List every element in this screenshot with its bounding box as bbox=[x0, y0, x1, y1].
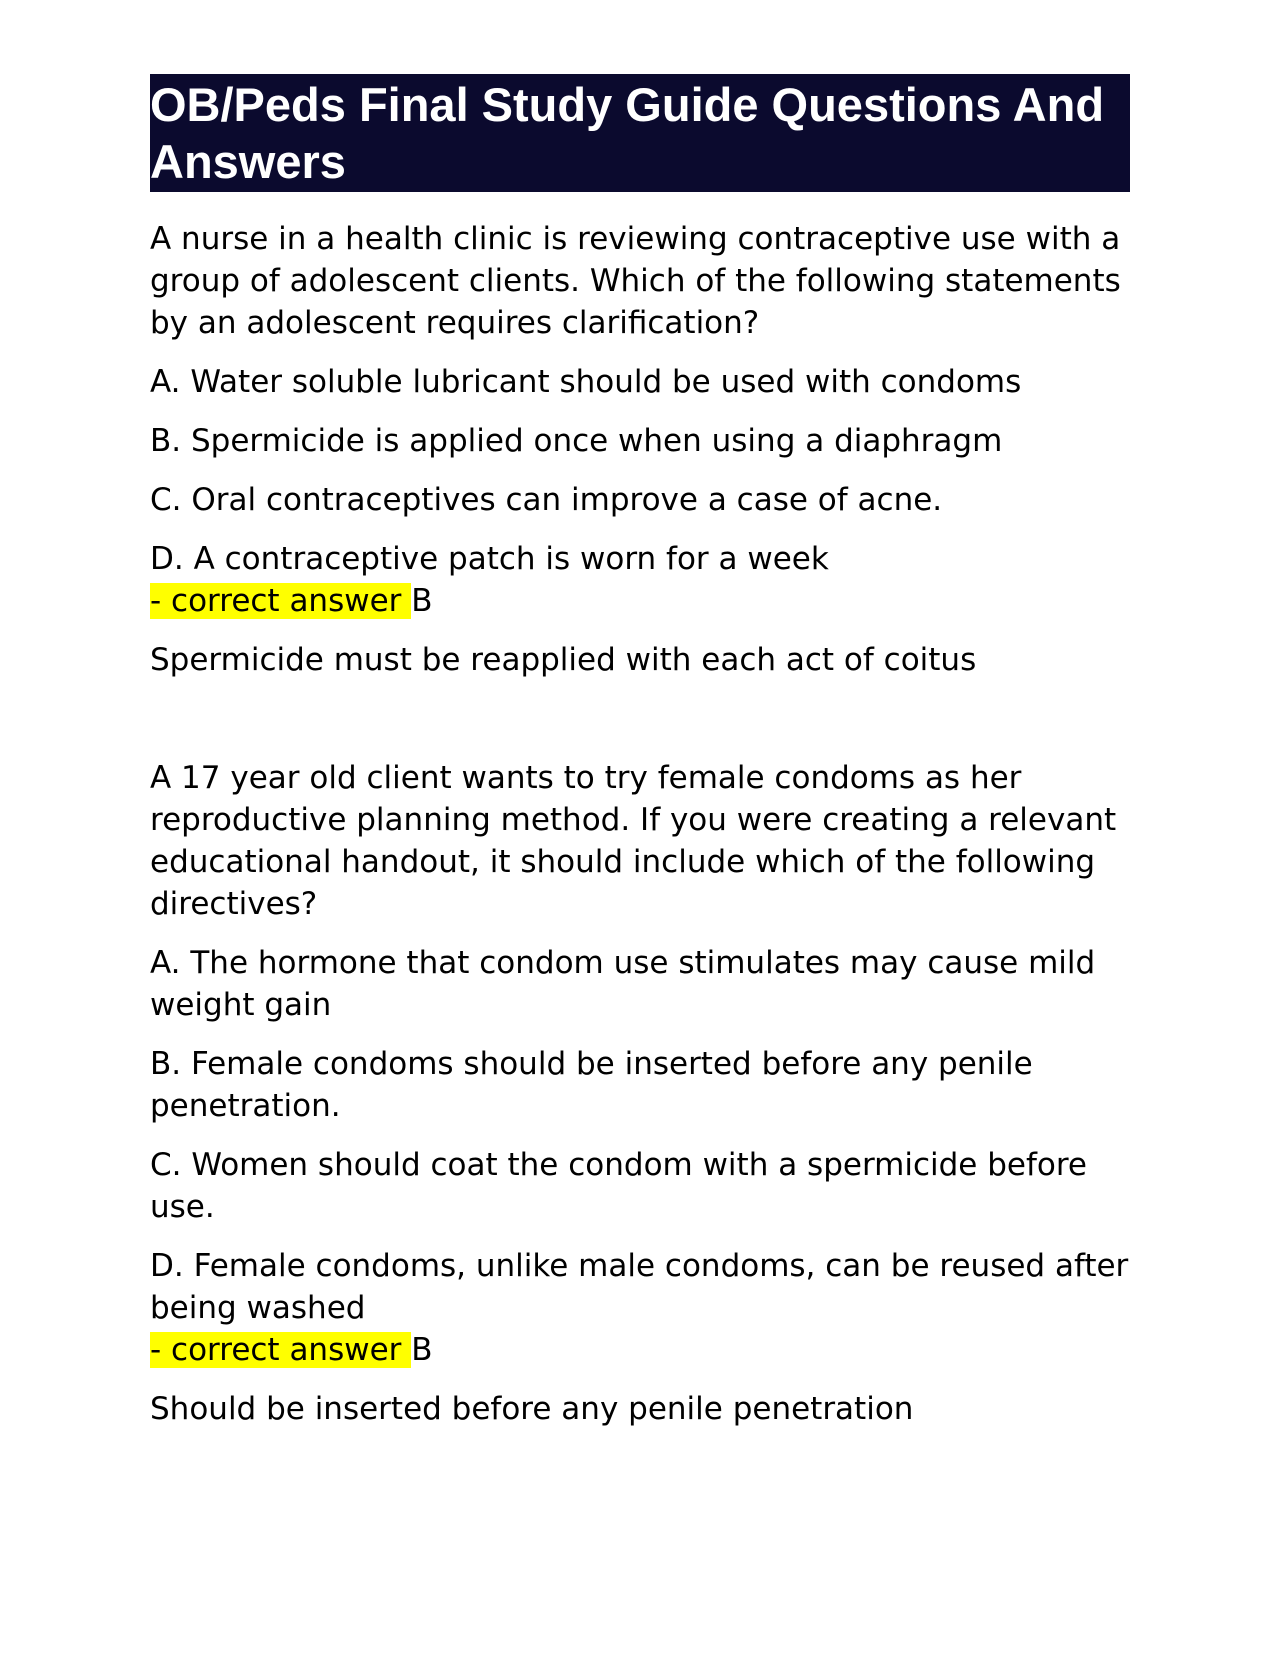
document-page bbox=[150, 74, 1130, 1447]
question-2-rationale: Should be inserted before any penile penetration bbox=[150, 1391, 914, 1427]
question-2-answer bbox=[150, 1329, 1130, 1371]
question-2-option-c: C. Women should coat the condom with a spermicide before use. bbox=[150, 1147, 1087, 1225]
question-2-option-d: D. Female condoms, unlike male condoms, can be reused after being washed bbox=[150, 1248, 1129, 1326]
question-1-option-b: B. Spermicide is applied once when using a diaphragm bbox=[150, 423, 1003, 459]
question-1-answer-value: B bbox=[411, 583, 433, 619]
question-2-stem: A 17 year old client wants to try female condoms as her reproductive planning method. If you were creating a relevant educational handout, it should include which of the following directives? bbox=[150, 760, 1117, 922]
question-2-answer-value: B bbox=[411, 1332, 433, 1368]
question-1-stem: A nurse in a health clinic is reviewing contraceptive use with a group of adolescent clients. Which of the following statements by an adolescent requires clarification? bbox=[150, 221, 1121, 341]
question-1-answer-label: - correct answer bbox=[150, 583, 412, 619]
document-title: OB/Peds Final Study Guide Questions And Answers bbox=[150, 74, 1130, 192]
question-1-option-d: D. A contraceptive patch is worn for a week bbox=[150, 541, 829, 577]
question-1-rationale: Spermicide must be reapplied with each act of coitus bbox=[150, 642, 977, 678]
question-1-option-a: A. Water soluble lubricant should be used with condoms bbox=[150, 364, 1022, 400]
question-1-option-c: C. Oral contraceptives can improve a case of acne. bbox=[150, 482, 943, 518]
question-2-option-b: B. Female condoms should be inserted before any penile penetration. bbox=[150, 1046, 1033, 1124]
question-separator bbox=[150, 698, 1130, 757]
question-1 bbox=[150, 218, 1130, 681]
question-1-answer bbox=[150, 580, 1130, 622]
question-2-answer-label: - correct answer bbox=[150, 1332, 412, 1368]
question-2 bbox=[150, 757, 1130, 1430]
question-2-option-a: A. The hormone that condom use stimulates may cause mild weight gain bbox=[150, 945, 1096, 1023]
